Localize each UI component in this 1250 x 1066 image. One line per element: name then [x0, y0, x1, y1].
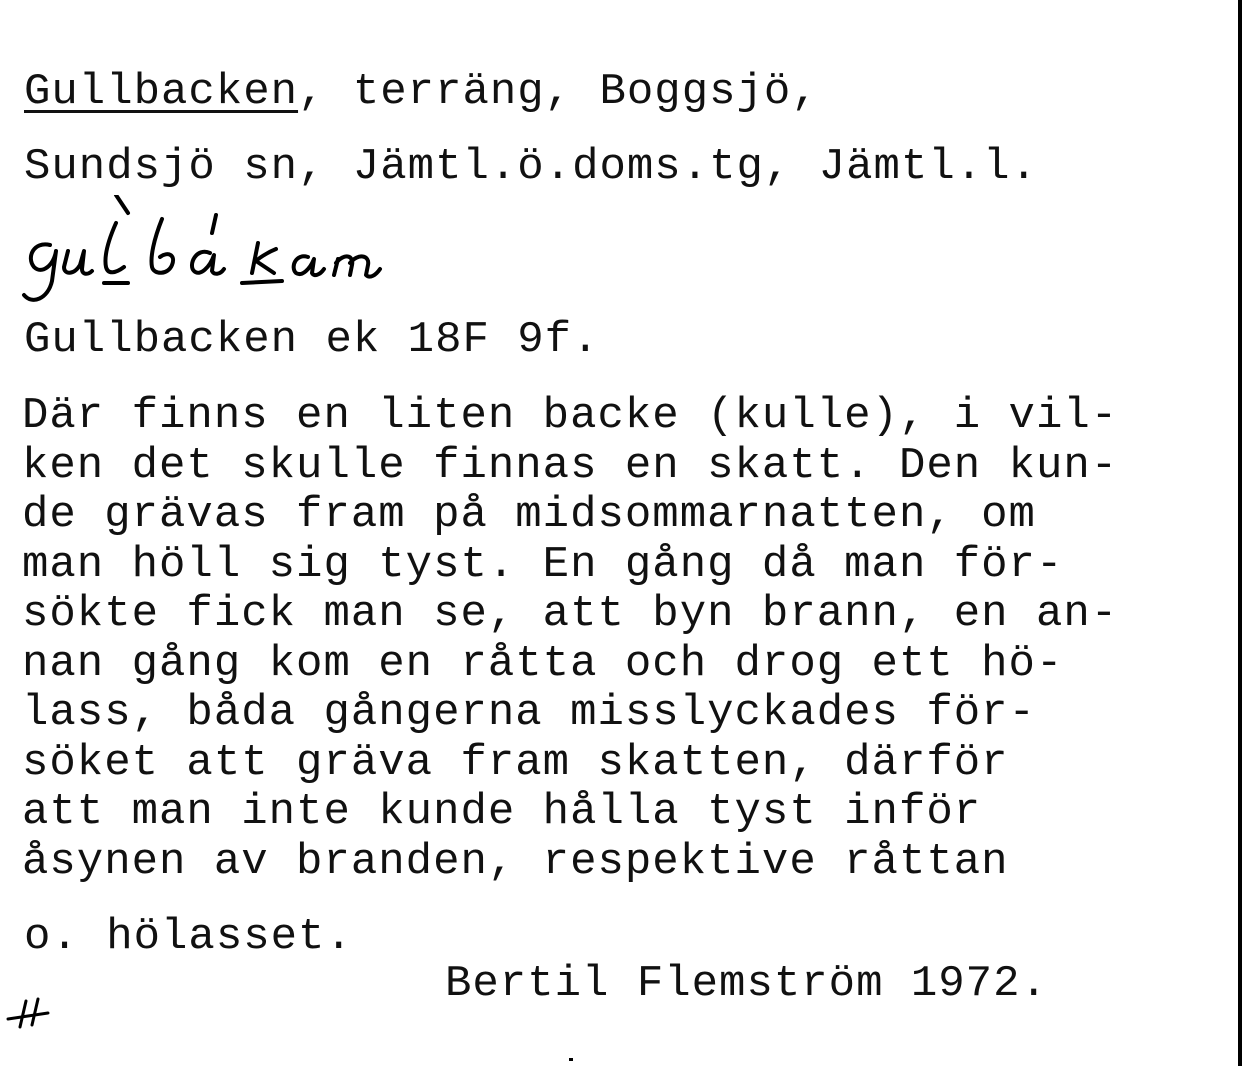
hash-mark: [4, 995, 52, 1031]
place-name: Gullbacken: [24, 67, 299, 117]
body-line: lass, båda gångerna misslyckades för-: [22, 688, 1036, 738]
handwritten-pronunciation: [20, 195, 520, 310]
speck: [569, 1058, 573, 1061]
heading-rest: , terräng, Boggsjö,: [298, 67, 819, 117]
body-line: man höll sig tyst. En gång då man för-: [22, 539, 1064, 590]
body-line: sökte fick man se, att byn brann, en an-: [22, 589, 1119, 639]
body-line: ken det skulle finnas en skatt. Den kun-: [22, 440, 1119, 491]
body-line: de grävas fram på midsommarnatten, om: [22, 490, 1036, 540]
body-line: nan gång kom en råtta och drog ett hö-: [22, 638, 1064, 689]
card-edge-line: [1238, 0, 1242, 1066]
body-tail: o. hölasset.: [24, 912, 353, 962]
signature: Bertil Flemström 1972.: [445, 959, 1048, 1009]
body-line: Där finns en liten backe (kulle), i vil-: [22, 391, 1119, 441]
body-line: att man inte kunde hålla tyst inför: [22, 787, 982, 837]
body-line: söket att gräva fram skatten, därför: [22, 737, 1009, 788]
heading-line-2: Sundsjö sn, Jämtl.ö.doms.tg, Jämtl.l.: [24, 142, 1038, 192]
heading-line-1: [24, 67, 819, 117]
body-text: [22, 392, 1118, 887]
body-line: åsynen av branden, respektive råttan: [22, 836, 1009, 887]
map-reference: Gullbacken ek 18F 9f.: [24, 315, 600, 365]
